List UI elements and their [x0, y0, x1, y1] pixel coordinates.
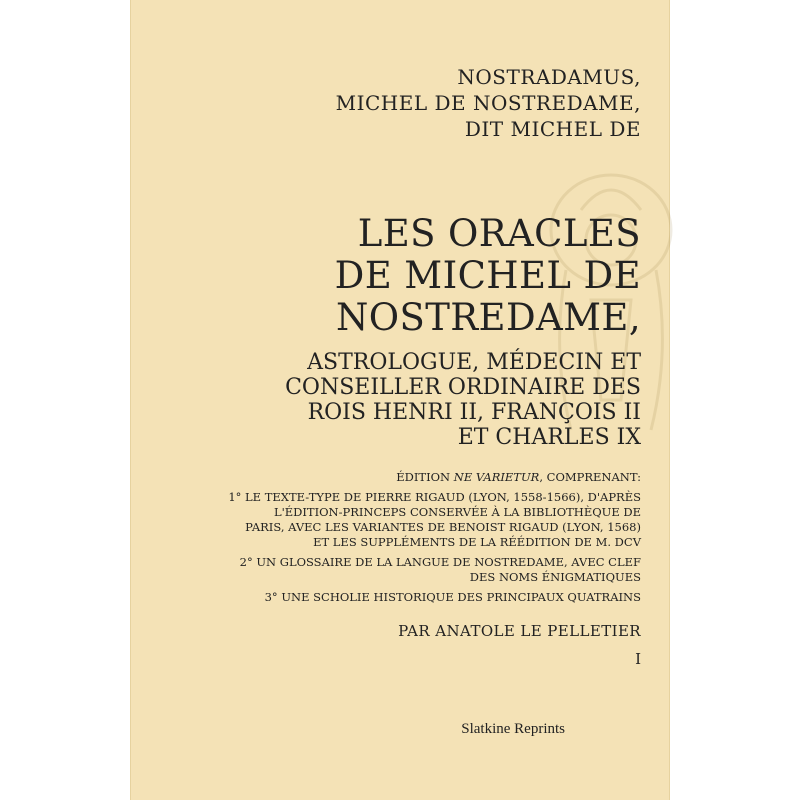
book-cover [130, 0, 670, 800]
contents-line: 3° UNE SCHOLIE HISTORIQUE DES PRINCIPAUX QUATRAINS [264, 590, 641, 604]
edition-prefix: ÉDITION [396, 470, 454, 484]
contents-line: PARIS, AVEC LES VARIANTES DE BENOIST RIGAUD (LYON, 1568) [245, 520, 641, 534]
volume-number: I [635, 650, 641, 668]
contents-line: 2° UN GLOSSAIRE DE LA LANGUE DE NOSTREDAME, AVEC CLEF [239, 555, 641, 569]
author-line: MICHEL DE NOSTREDAME, [335, 91, 641, 115]
contents-line: DES NOMS ÉNIGMATIQUES [469, 570, 641, 584]
title-line: NOSTREDAME, [335, 296, 641, 339]
edition-line [396, 470, 641, 485]
contents-line: ET LES SUPPLÉMENTS DE LA RÉÉDITION DE M. DCV [313, 535, 641, 549]
edition-suffix: , COMPRENANT: [539, 470, 641, 484]
contents-line: L'ÉDITION-PRINCEPS CONSERVÉE À LA BIBLIOTHÈQUE DE [273, 505, 641, 519]
author-line: NOSTRADAMUS, [457, 65, 641, 89]
book-title [335, 213, 641, 339]
contents-item [228, 490, 641, 550]
contents-list [228, 490, 641, 610]
author-block [336, 64, 641, 142]
subtitle-line: ASTROLOGUE, MÉDECIN ET [307, 350, 641, 375]
edition-emphasis: NE VARIETUR [453, 470, 540, 484]
contents-line: 1° LE TEXTE-TYPE DE PIERRE RIGAUD (LYON, 1558-1566), D'APRÈS [228, 490, 641, 504]
title-line: LES ORACLES [357, 212, 641, 255]
book-subtitle [285, 350, 641, 450]
contents-item [228, 590, 641, 605]
subtitle-line: ROIS HENRI II, FRANÇOIS II [307, 400, 641, 425]
byline: PAR ANATOLE LE PELLETIER [398, 622, 641, 640]
author-line: DIT MICHEL DE [464, 117, 641, 141]
publisher: Slatkine Reprints [461, 721, 565, 737]
subtitle-line: ET CHARLES IX [457, 425, 641, 450]
title-line: DE MICHEL DE [334, 254, 641, 297]
subtitle-line: CONSEILLER ORDINAIRE DES [285, 375, 641, 400]
contents-item [228, 555, 641, 585]
